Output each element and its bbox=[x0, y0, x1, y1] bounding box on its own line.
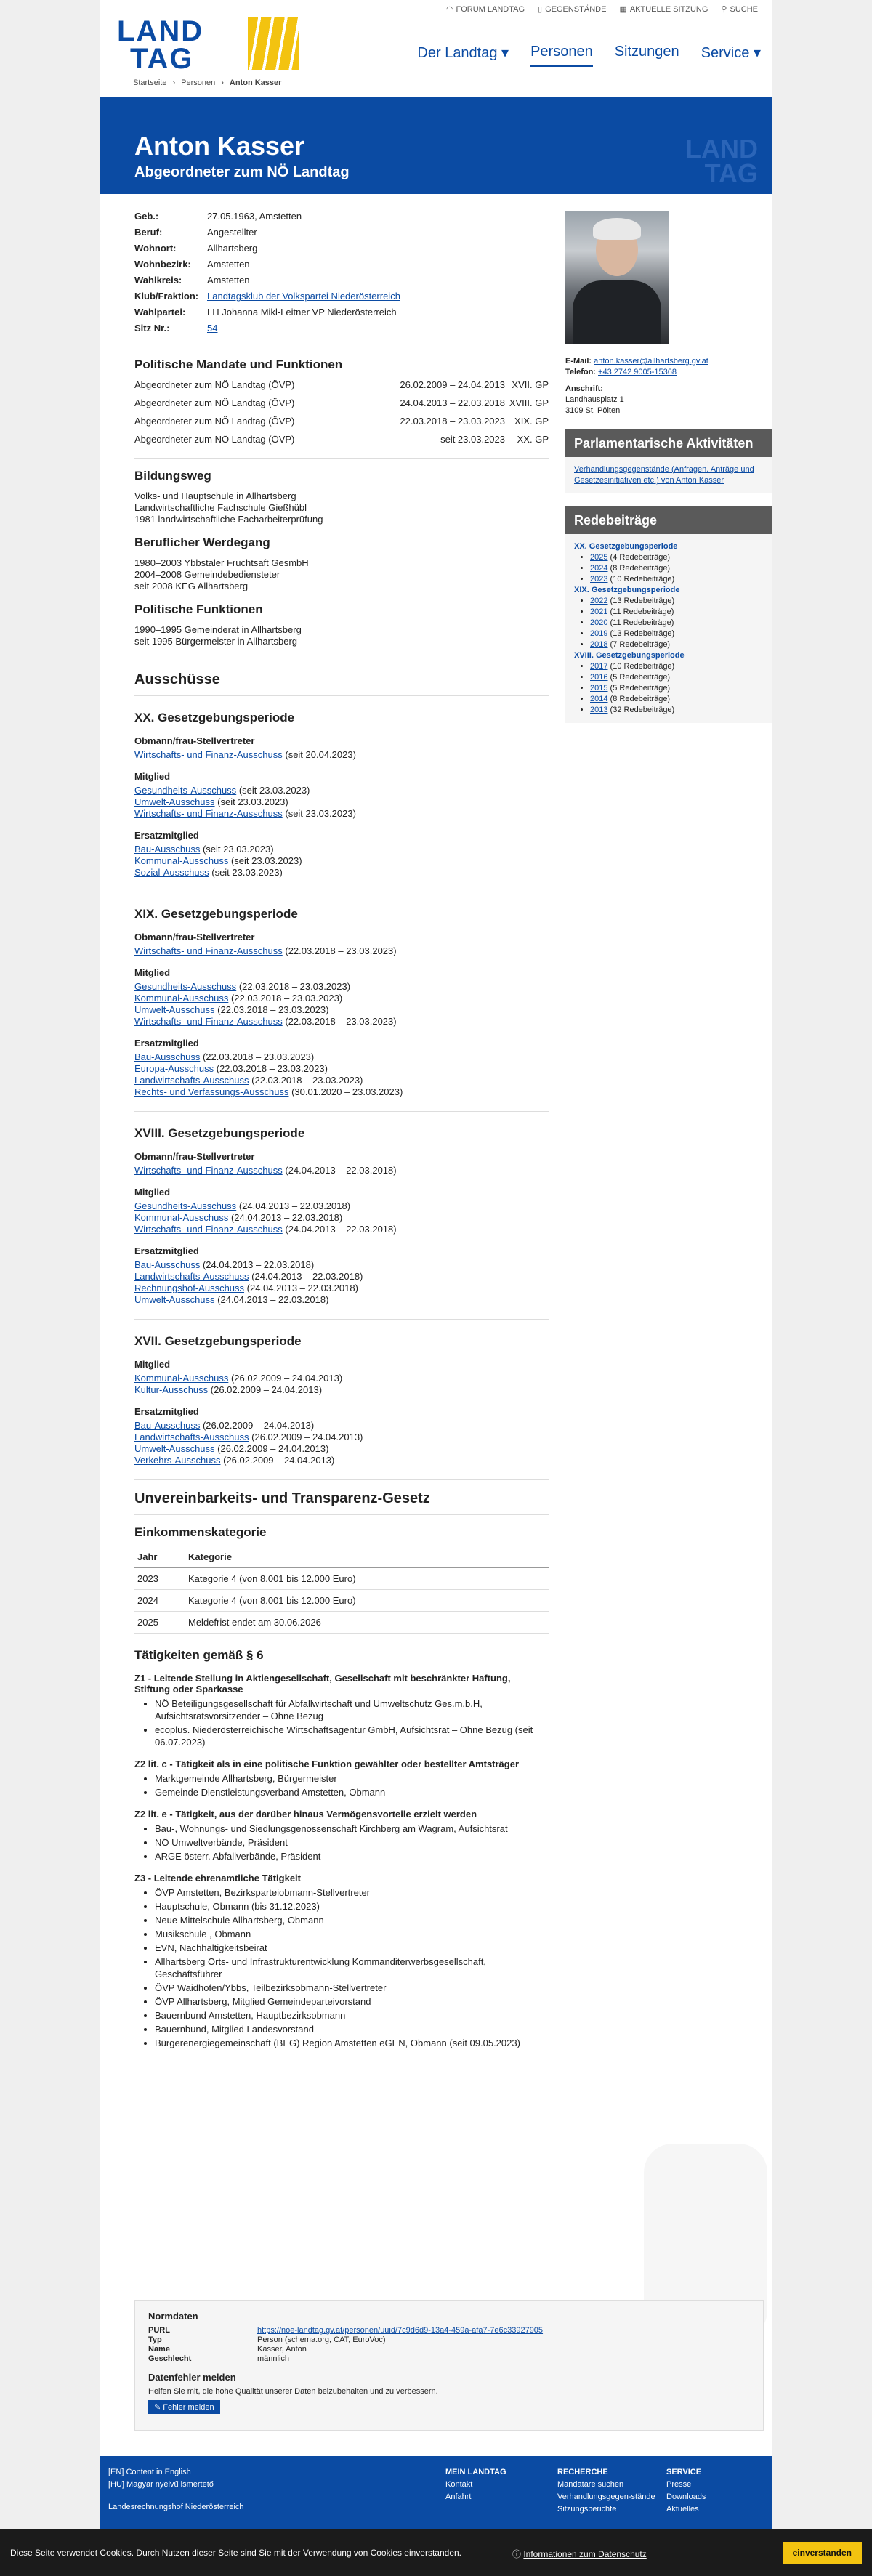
ausschuss-link[interactable]: Kommunal-Ausschuss bbox=[134, 993, 229, 1004]
ausschuss-dates: (22.03.2018 – 23.03.2023) bbox=[202, 1051, 315, 1062]
ausschuss-item bbox=[134, 1212, 549, 1224]
ausschuss-item bbox=[134, 1373, 549, 1384]
einkommen-table bbox=[134, 1547, 549, 1634]
info-value: LH Johanna Mikl-Leitner VP Niederösterreich bbox=[207, 307, 397, 318]
fehler-melden-button[interactable]: ✎ Fehler melden bbox=[148, 2400, 220, 2414]
info-key: Wahlkreis: bbox=[134, 275, 182, 286]
utility-sitzung[interactable]: ▦ AKTUELLE SITZUNG bbox=[619, 4, 708, 14]
ausschuss-dates: (seit 23.03.2023) bbox=[217, 796, 288, 807]
ausschuss-link[interactable]: Kommunal-Ausschuss bbox=[134, 855, 229, 866]
taetigkeiten-list bbox=[134, 1673, 549, 2049]
list-item: • Bauernbund Amstetten, Hauptbezirksobmann bbox=[155, 2009, 549, 2022]
ausschuss-link[interactable]: Umwelt-Ausschuss bbox=[134, 1004, 215, 1015]
info-value: Angestellter bbox=[207, 227, 257, 238]
table-header: Kategorie bbox=[185, 1547, 549, 1567]
ausschuss-link[interactable]: Bau-Ausschuss bbox=[134, 1420, 201, 1431]
ausschuss-dates: (seit 23.03.2023) bbox=[202, 844, 274, 855]
year-link[interactable]: 2016 bbox=[590, 673, 608, 682]
ausschuss-item bbox=[134, 1432, 549, 1443]
footer-link[interactable]: [EN] Content in English bbox=[108, 2468, 191, 2476]
normdaten-value: Person (schema.org, CAT, EuroVoc) bbox=[257, 2335, 386, 2344]
role-heading: Ersatzmitglied bbox=[134, 1038, 199, 1049]
chevron-right-icon: › bbox=[221, 78, 224, 87]
ausschuss-item bbox=[134, 981, 549, 993]
footer-link[interactable]: Kontakt bbox=[445, 2480, 473, 2489]
year-link[interactable]: 2017 bbox=[590, 662, 608, 671]
ausschuss-item bbox=[134, 1259, 549, 1271]
ausschuss-item bbox=[134, 867, 549, 879]
list-item: • Musikschule , Obmann bbox=[155, 1928, 549, 1940]
list-item: • Bau-, Wohnungs- und Siedlungsgenossenschaft Kirchberg am Wagram, Aufsichtsrat bbox=[155, 1822, 549, 1835]
period-link[interactable]: XVIII. Gesetzgebungsperiode bbox=[574, 651, 685, 660]
ausschuss-link[interactable]: Umwelt-Ausschuss bbox=[134, 796, 215, 807]
info-value: Amstetten bbox=[207, 275, 250, 286]
list-item: • ÖVP Amstetten, Bezirksparteiobmann-Stellvertreter bbox=[155, 1886, 549, 1899]
footer-link[interactable]: Verhandlungsgegen-stände bbox=[557, 2492, 655, 2501]
portrait-photo bbox=[565, 211, 669, 344]
ausschuss-link[interactable]: Umwelt-Ausschuss bbox=[134, 1443, 215, 1454]
footer-link[interactable]: Landesrechnungshof Niederösterreich bbox=[108, 2503, 244, 2511]
mandate-period: XX. GP bbox=[517, 434, 549, 445]
taetigkeit-heading: Z1 - Leitende Stellung in Aktiengesellschaft, Gesellschaft mit beschränkter Haftung, Stiftung oder Sparkasse bbox=[134, 1673, 511, 1695]
list-item: • Hauptschule, Obmann (bis 31.12.2023) bbox=[155, 1900, 549, 1913]
ausschuss-dates: (seit 23.03.2023) bbox=[238, 785, 310, 796]
role-heading: Ersatzmitglied bbox=[134, 1406, 199, 1417]
list-item: • 2017 (10 Redebeiträge) bbox=[590, 661, 764, 672]
ausschuss-item bbox=[134, 1455, 549, 1466]
taetigkeit-heading: Z3 - Leitende ehrenamtliche Tätigkeit bbox=[134, 1873, 301, 1883]
logo[interactable] bbox=[117, 15, 313, 75]
text-line: seit 1995 Bürgermeister in Allhartsberg bbox=[134, 636, 298, 647]
nav-personen[interactable]: Personen bbox=[530, 44, 593, 67]
ausschuss-dates: (seit 23.03.2023) bbox=[211, 867, 283, 878]
ausschuss-item bbox=[134, 1271, 549, 1283]
chevron-right-icon: › bbox=[172, 78, 176, 87]
edit-icon: ✎ bbox=[154, 2403, 164, 2412]
ausschuss-link[interactable]: Landwirtschafts-Ausschuss bbox=[134, 1271, 249, 1282]
ausschuss-dates: (22.03.2018 – 23.03.2023) bbox=[230, 993, 343, 1004]
ausschuss-dates: (seit 20.04.2023) bbox=[285, 749, 356, 760]
ausschuss-item bbox=[134, 1165, 549, 1176]
info-key: Klub/Fraktion: bbox=[134, 291, 199, 302]
list-item: • Marktgemeinde Allhartsberg, Bürgermeister bbox=[155, 1772, 549, 1785]
einkommen-heading: Einkommenskategorie bbox=[134, 1525, 267, 1539]
verhandlungsgegenstaende-link[interactable]: Verhandlungsgegenstände (Anfragen, Anträge und Gesetzesinitiativen etc.) von Anton Kasser bbox=[574, 465, 754, 485]
ausschuss-dates: (24.04.2013 – 22.03.2018) bbox=[238, 1200, 351, 1211]
ausschuss-dates: (seit 23.03.2023) bbox=[230, 855, 302, 866]
text-line: seit 2008 KEG Allhartsberg bbox=[134, 581, 249, 591]
email-link[interactable]: anton.kasser@allhartsberg.gv.at bbox=[594, 357, 708, 366]
ausschuss-item bbox=[134, 1063, 549, 1075]
logo-flag-icon bbox=[248, 17, 299, 70]
ausschuss-link[interactable]: Wirtschafts- und Finanz-Ausschuss bbox=[134, 1165, 283, 1176]
period-link[interactable]: XIX. Gesetzgebungsperiode bbox=[574, 586, 680, 594]
year-link[interactable]: 2024 bbox=[590, 564, 608, 573]
year-link[interactable]: 2021 bbox=[590, 607, 608, 616]
ausschuesse-list bbox=[134, 711, 549, 1466]
list-item: • Allhartsberg Orts- und Infrastrukturentwicklung Kommanditerwerbsgesellschaft, Geschäftsführer bbox=[155, 1955, 549, 1980]
role-heading: Mitglied bbox=[134, 967, 171, 978]
list-item: • 2021 (11 Redebeiträge) bbox=[590, 607, 764, 618]
year-link[interactable]: 2014 bbox=[590, 695, 608, 703]
ausschuss-dates: (22.03.2018 – 23.03.2023) bbox=[217, 1004, 329, 1015]
ausschuss-item bbox=[134, 844, 549, 855]
info-key: Geb.: bbox=[134, 211, 159, 222]
list-item: • 2025 (4 Redebeiträge) bbox=[590, 552, 764, 563]
list-item: • 2022 (13 Redebeiträge) bbox=[590, 596, 764, 607]
transparenz-heading: Unvereinbarkeits- und Transparenz-Gesetz bbox=[134, 1490, 430, 1506]
text-line: 1990–1995 Gemeinderat in Allhartsberg bbox=[134, 624, 302, 635]
ausschuss-dates: (24.04.2013 – 22.03.2018) bbox=[230, 1212, 343, 1223]
utility-forum[interactable]: ◠ FORUM LANDTAG bbox=[445, 4, 525, 14]
search-icon: ⚲ bbox=[721, 5, 727, 14]
year-link[interactable]: 2013 bbox=[590, 706, 608, 714]
hero-watermark-logo: LAND TAG bbox=[685, 134, 758, 188]
utility-gegenstaende[interactable]: ▯ GEGENSTÄNDE bbox=[538, 4, 607, 14]
ausschuss-item bbox=[134, 785, 549, 796]
ausschuss-link[interactable]: Umwelt-Ausschuss bbox=[134, 1294, 215, 1305]
ausschuss-item bbox=[134, 1200, 549, 1212]
ausschuss-dates: (24.04.2013 – 22.03.2018) bbox=[285, 1224, 397, 1235]
list-item: • 2016 (5 Redebeiträge) bbox=[590, 672, 764, 683]
table-row: 2025 Meldefrist endet am 30.06.2026 bbox=[134, 1612, 549, 1634]
ausschuss-link[interactable]: Wirtschafts- und Finanz-Ausschuss bbox=[134, 749, 283, 760]
ausschuss-item bbox=[134, 1075, 549, 1086]
footer-link[interactable]: Sitzungsberichte bbox=[557, 2505, 617, 2514]
ausschuss-link[interactable]: Europa-Ausschuss bbox=[134, 1063, 214, 1074]
ausschuss-link[interactable]: Kommunal-Ausschuss bbox=[134, 1373, 229, 1384]
ausschuss-dates: (22.03.2018 – 23.03.2023) bbox=[285, 1016, 397, 1027]
list-item: • Bauernbund, Mitglied Landesvorstand bbox=[155, 2023, 549, 2035]
ausschuss-dates: (22.03.2018 – 23.03.2023) bbox=[216, 1063, 328, 1074]
year-link[interactable]: 2022 bbox=[590, 597, 608, 605]
list-item: • 2015 (5 Redebeiträge) bbox=[590, 683, 764, 694]
ausschuss-item bbox=[134, 1420, 549, 1432]
table-header: Jahr bbox=[134, 1547, 185, 1567]
year-link[interactable]: 2019 bbox=[590, 629, 608, 638]
role-heading: Obmann/frau-Stellvertreter bbox=[134, 735, 255, 746]
list-item: • 2018 (7 Redebeiträge) bbox=[590, 639, 764, 650]
ausschuss-item bbox=[134, 1051, 549, 1063]
ausschuss-link[interactable]: Landwirtschafts-Ausschuss bbox=[134, 1075, 249, 1086]
normdaten-value: Kasser, Anton bbox=[257, 2345, 307, 2354]
info-value: Amstetten bbox=[207, 259, 250, 270]
period-heading: XVIII. Gesetzgebungsperiode bbox=[134, 1126, 305, 1140]
utility-nav bbox=[446, 4, 758, 14]
ausschuss-dates: (26.02.2009 – 24.04.2013) bbox=[210, 1384, 323, 1395]
calendar-icon: ▦ bbox=[619, 5, 627, 14]
parl-aktivitaeten-box: Parlamentarische Aktivitäten Verhandlungsgegenstände (Anfragen, Anträge und Gesetzesinitiativen etc.) von Anton Kasser bbox=[565, 429, 772, 493]
bildungsweg: Bildungsweg Volks- und Hauptschule in Allhartsberg Landwirtschaftliche Fachschule Gießhübl 1981 landwirtschaftliche Facharbeiterprüfung Beruflicher Werdegang 1980–2003 Ybbstaler Fruchtsaft GesmbH 2004–2008 Gemeindebediensteter seit 2008 KEG Allhartsberg Politische Funktionen 1990–1995 Gemeinderat in Allhartsberg seit 1995 Bürgermeister in Allhartsberg bbox=[134, 469, 549, 647]
ausschuss-link[interactable]: Wirtschafts- und Finanz-Ausschuss bbox=[134, 945, 283, 956]
ausschuss-link[interactable]: Gesundheits-Ausschuss bbox=[134, 981, 237, 992]
main-content bbox=[134, 211, 549, 2052]
ausschuss-link[interactable]: Rechts- und Verfassungs-Ausschuss bbox=[134, 1086, 289, 1097]
contact-info: E-Mail: anton.kasser@allhartsberg.gv.at Telefon: +43 2742 9005-15368 Anschrift: Landhausplatz 1 3109 St. Pölten bbox=[565, 357, 708, 415]
list-item: • Gemeinde Dienstleistungsverband Amstetten, Obmann bbox=[155, 1786, 549, 1798]
datenschutz-link[interactable]: Informationen zum Datenschutz bbox=[523, 2549, 647, 2559]
normdaten-value: männlich bbox=[257, 2354, 290, 2363]
ausschuss-item bbox=[134, 855, 549, 867]
period-heading: XIX. Gesetzgebungsperiode bbox=[134, 907, 298, 921]
ausschuss-link[interactable]: Bau-Ausschuss bbox=[134, 1051, 201, 1062]
list-item: • ÖVP Allhartsberg, Mitglied Gemeindeparteivorstand bbox=[155, 1995, 549, 2008]
taetigkeit-heading: Z2 lit. c - Tätigkeit als in eine politische Funktion gewählter oder bestellter Amtsträger bbox=[134, 1759, 520, 1769]
nav-service[interactable]: Service ▾ bbox=[701, 45, 761, 61]
ausschuss-link[interactable]: Verkehrs-Ausschuss bbox=[134, 1455, 221, 1466]
ausschuss-dates: (26.02.2009 – 24.04.2013) bbox=[230, 1373, 343, 1384]
mandate-dates: 24.04.2013 – 22.03.2018 bbox=[400, 397, 505, 408]
cookie-accept-button[interactable]: einverstanden bbox=[783, 2542, 862, 2564]
list-item: • 2023 (10 Redebeiträge) bbox=[590, 574, 764, 585]
ausschuss-dates: (26.02.2009 – 24.04.2013) bbox=[223, 1455, 335, 1466]
ausschuss-item bbox=[134, 796, 549, 808]
mandate-function: Abgeordneter zum NÖ Landtag (ÖVP) bbox=[134, 416, 295, 427]
year-link[interactable]: 2018 bbox=[590, 640, 608, 649]
footer-link[interactable]: Anfahrt bbox=[445, 2492, 472, 2501]
role-heading: Ersatzmitglied bbox=[134, 1245, 199, 1256]
footer-link[interactable]: Mandatare suchen bbox=[557, 2480, 624, 2489]
document-icon: ▯ bbox=[538, 5, 543, 14]
ausschuss-item bbox=[134, 1294, 549, 1306]
sidebar bbox=[565, 211, 772, 723]
ausschuss-item bbox=[134, 1004, 549, 1016]
mandate-period: XIX. GP bbox=[514, 416, 549, 427]
logo-text: LAND TAG bbox=[117, 15, 204, 75]
info-value[interactable]: 54 bbox=[207, 323, 218, 334]
list-item: • 2020 (11 Redebeiträge) bbox=[590, 618, 764, 629]
list-item: • ÖVP Waidhofen/Ybbs, Teilbezirksobmann-Stellvertreter bbox=[155, 1982, 549, 1994]
info-key: Wahlpartei: bbox=[134, 307, 186, 318]
ausschuss-dates: (24.04.2013 – 22.03.2018) bbox=[217, 1294, 329, 1305]
breadcrumb-personen[interactable]: Personen bbox=[181, 78, 216, 87]
year-link[interactable]: 2023 bbox=[590, 575, 608, 584]
normdaten-box: Normdaten PURL https://noe-landtag.gv.at/personen/uuid/7c9d6d9-13a4-459a-afa7-7e6c33927905 Typ Person (schema.org, CAT, EuroVoc) Name Kasser, Anton Geschlecht männlich Datenfehler melden Helfen Sie mit, die hohe Qualität unserer Daten beizubehalten und zu verbessern. ✎ Fehler melden bbox=[134, 2300, 764, 2431]
text-line: 1981 landwirtschaftliche Facharbeiterprüfung bbox=[134, 514, 323, 525]
ausschuss-item bbox=[134, 749, 549, 761]
list-item: • 2019 (13 Redebeiträge) bbox=[590, 629, 764, 639]
info-value: 27.05.1963, Amstetten bbox=[207, 211, 302, 222]
mandate-list bbox=[134, 379, 549, 445]
ausschuss-link[interactable]: Gesundheits-Ausschuss bbox=[134, 785, 237, 796]
ausschuss-link[interactable]: Wirtschafts- und Finanz-Ausschuss bbox=[134, 1016, 283, 1027]
footer-link[interactable]: Aktuelles bbox=[666, 2505, 699, 2514]
table-row: 2024 Kategorie 4 (von 8.001 bis 12.000 Euro) bbox=[134, 1590, 549, 1612]
mandate-period: XVIII. GP bbox=[509, 397, 549, 408]
period-heading: XX. Gesetzgebungsperiode bbox=[134, 711, 295, 724]
ausschuss-link[interactable]: Landwirtschafts-Ausschuss bbox=[134, 1432, 249, 1442]
list-item: • Bürgerenergiegemeinschaft (BEG) Region Amstetten eGEN, Obmann (seit 09.05.2023) bbox=[155, 2037, 549, 2049]
role-heading: Obmann/frau-Stellvertreter bbox=[134, 1151, 255, 1162]
ausschuss-dates: (26.02.2009 – 24.04.2013) bbox=[217, 1443, 329, 1454]
ausschuss-link[interactable]: Sozial-Ausschuss bbox=[134, 867, 209, 878]
breadcrumb-startseite[interactable]: Startseite bbox=[133, 78, 167, 87]
ausschuss-dates: (30.01.2020 – 23.03.2023) bbox=[291, 1086, 403, 1097]
list-item: • ecoplus. Niederösterreichische Wirtschaftsagentur GmbH, Aufsichtsrat – Ohne Bezug (seit 06.07.2023) bbox=[155, 1724, 549, 1748]
ausschuss-link[interactable]: Bau-Ausschuss bbox=[134, 1259, 201, 1270]
ausschuss-item bbox=[134, 1086, 549, 1098]
year-link[interactable]: 2020 bbox=[590, 618, 608, 627]
ausschuss-link[interactable]: Rechnungshof-Ausschuss bbox=[134, 1283, 245, 1293]
ausschuss-link[interactable]: Bau-Ausschuss bbox=[134, 844, 201, 855]
ausschuss-item bbox=[134, 1224, 549, 1235]
hero-banner bbox=[100, 97, 772, 194]
list-item: • NÖ Beteiligungsgesellschaft für Abfallwirtschaft und Umweltschutz Ges.m.b.H, Aufsichtsratsvorsitzender – Ohne Bezug bbox=[155, 1697, 549, 1722]
ausschuss-dates: (24.04.2013 – 22.03.2018) bbox=[285, 1165, 397, 1176]
list-item: • EVN, Nachhaltigkeitsbeirat bbox=[155, 1942, 549, 1954]
list-item: • ARGE österr. Abfallverbände, Präsident bbox=[155, 1850, 549, 1862]
mandate-dates: seit 23.03.2023 bbox=[440, 434, 505, 445]
ausschuss-link[interactable]: Wirtschafts- und Finanz-Ausschuss bbox=[134, 1224, 283, 1235]
year-link[interactable]: 2025 bbox=[590, 553, 608, 562]
list-item: • NÖ Umweltverbände, Präsident bbox=[155, 1836, 549, 1849]
period-link[interactable]: XX. Gesetzgebungsperiode bbox=[574, 542, 678, 551]
ausschuss-item bbox=[134, 993, 549, 1004]
ausschuesse-heading: Ausschüsse bbox=[134, 671, 220, 687]
year-link[interactable]: 2015 bbox=[590, 684, 608, 693]
period-heading: XVII. Gesetzgebungsperiode bbox=[134, 1334, 302, 1348]
breadcrumb bbox=[133, 78, 281, 87]
phone-link[interactable]: +43 2742 9005-15368 bbox=[598, 368, 677, 376]
role-heading: Mitglied bbox=[134, 771, 171, 782]
info-key: Wohnort: bbox=[134, 243, 177, 254]
breadcrumb-current: Anton Kasser bbox=[229, 78, 282, 87]
list-item: • Neue Mittelschule Allhartsberg, Obmann bbox=[155, 1914, 549, 1926]
info-key: Wohnbezirk: bbox=[134, 259, 191, 270]
list-item: • 2013 (32 Redebeiträge) bbox=[590, 705, 764, 716]
text-line: Landwirtschaftliche Fachschule Gießhübl bbox=[134, 502, 307, 513]
mandate-function: Abgeordneter zum NÖ Landtag (ÖVP) bbox=[134, 397, 295, 408]
mandate-function: Abgeordneter zum NÖ Landtag (ÖVP) bbox=[134, 379, 295, 390]
nav-sitzungen[interactable]: Sitzungen bbox=[614, 44, 679, 60]
list-item: • 2014 (8 Redebeiträge) bbox=[590, 694, 764, 705]
nav-der-landtag[interactable]: Der Landtag ▾ bbox=[417, 45, 509, 61]
list-item: • 2024 (8 Redebeiträge) bbox=[590, 563, 764, 574]
forum-icon: ◠ bbox=[445, 5, 453, 14]
role-heading: Mitglied bbox=[134, 1359, 171, 1370]
footer-link[interactable]: Presse bbox=[666, 2480, 692, 2489]
redebeitraege-box: Redebeiträge XX. Gesetzgebungsperiode • 2025 (4 Redebeiträge) • 2024 (8 Redebeiträge) • 2023 (10 Redebeiträge) XIX. Gesetzgebungsperiode • 2022 (13 Redebeiträge) • 2021 (11 Redebeiträge) • 2020 (11 Redebeiträge) • 2019 (13 Redebeiträge) • 2018 (7 Redebeiträge) XVIII. Gesetzgebungsperiode • 2017 (10 Redebeiträge) • 2016 (5 Redebeiträge) • 2015 (5 Redebeiträge) • 2014 (8 Redebeiträge) • 2013 (32 Redebeiträge) bbox=[565, 506, 772, 723]
utility-suche[interactable]: ⚲ SUCHE bbox=[721, 4, 758, 14]
ausschuss-dates: (24.04.2013 – 22.03.2018) bbox=[251, 1271, 363, 1282]
info-icon: ⓘ bbox=[512, 2549, 524, 2559]
page-subtitle: Abgeordneter zum NÖ Landtag bbox=[134, 164, 350, 180]
info-key: Sitz Nr.: bbox=[134, 323, 170, 334]
role-heading: Ersatzmitglied bbox=[134, 830, 199, 841]
main-nav bbox=[417, 44, 761, 67]
ausschuss-dates: (24.04.2013 – 22.03.2018) bbox=[202, 1259, 315, 1270]
role-heading: Obmann/frau-Stellvertreter bbox=[134, 932, 255, 942]
ausschuss-dates: (22.03.2018 – 23.03.2023) bbox=[285, 945, 397, 956]
ausschuss-dates: (22.03.2018 – 23.03.2023) bbox=[238, 981, 351, 992]
taetigkeiten-heading: Tätigkeiten gemäß § 6 bbox=[134, 1648, 264, 1662]
footer-link[interactable]: [HU] Magyar nyelvű ismertető bbox=[108, 2480, 214, 2489]
ausschuss-link[interactable]: Kultur-Ausschuss bbox=[134, 1384, 209, 1395]
ausschuss-item bbox=[134, 1016, 549, 1027]
footer: [EN] Content in English [HU] Magyar nyelvű ismertető Landesrechnungshof Niederösterreich MEIN LANDTAG Kontakt Anfahrt RECHERCHE Mandatare suchen Verhandlungsgegen-stände Sitzungsberichte SERVICE Presse Downloads Aktuelles bbox=[100, 2456, 772, 2529]
ausschuss-item bbox=[134, 1443, 549, 1455]
ausschuss-link[interactable]: Gesundheits-Ausschuss bbox=[134, 1200, 237, 1211]
ausschuss-dates: (26.02.2009 – 24.04.2013) bbox=[251, 1432, 363, 1442]
text-line: Volks- und Hauptschule in Allhartsberg bbox=[134, 490, 296, 501]
ausschuss-dates: (seit 23.03.2023) bbox=[285, 808, 356, 819]
table-row: 2023 Kategorie 4 (von 8.001 bis 12.000 Euro) bbox=[134, 1567, 549, 1590]
ausschuss-dates: (26.02.2009 – 24.04.2013) bbox=[202, 1420, 315, 1431]
ausschuss-dates: (24.04.2013 – 22.03.2018) bbox=[246, 1283, 358, 1293]
header bbox=[100, 0, 772, 87]
ausschuss-item bbox=[134, 1384, 549, 1396]
text-line: 2004–2008 Gemeindebediensteter bbox=[134, 569, 280, 580]
cookie-banner: Diese Seite verwendet Cookies. Durch Nutzen dieser Seite sind Sie mit der Verwendung von Cookies einverstanden. ⓘ Informationen zum Datenschutz einverstanden bbox=[0, 2529, 872, 2576]
ausschuss-item bbox=[134, 808, 549, 820]
info-value: Allhartsberg bbox=[207, 243, 258, 254]
text-line: 1980–2003 Ybbstaler Fruchtsaft GesmbH bbox=[134, 557, 309, 568]
taetigkeit-heading: Z2 lit. e - Tätigkeit, aus der darüber hinaus Vermögensvorteile erzielt werden bbox=[134, 1809, 477, 1820]
footer-link[interactable]: Downloads bbox=[666, 2492, 706, 2501]
page-title: Anton Kasser bbox=[134, 131, 305, 161]
mandate-heading: Politische Mandate und Funktionen bbox=[134, 358, 343, 371]
info-key: Beruf: bbox=[134, 227, 163, 238]
info-value[interactable]: Landtagsklub der Volkspartei Niederösterreich bbox=[207, 291, 400, 302]
ausschuss-link[interactable]: Wirtschafts- und Finanz-Ausschuss bbox=[134, 808, 283, 819]
role-heading: Mitglied bbox=[134, 1187, 171, 1198]
mandate-period: XVII. GP bbox=[512, 379, 549, 390]
mandate-function: Abgeordneter zum NÖ Landtag (ÖVP) bbox=[134, 434, 295, 445]
ausschuss-item bbox=[134, 945, 549, 957]
mandate-dates: 22.03.2018 – 23.03.2023 bbox=[400, 416, 505, 427]
ausschuss-dates: (22.03.2018 – 23.03.2023) bbox=[251, 1075, 363, 1086]
ausschuss-item bbox=[134, 1283, 549, 1294]
mandate-dates: 26.02.2009 – 24.04.2013 bbox=[400, 379, 505, 390]
personal-info bbox=[134, 211, 549, 334]
normdaten-value[interactable]: https://noe-landtag.gv.at/personen/uuid/7c9d6d9-13a4-459a-afa7-7e6c33927905 bbox=[257, 2326, 544, 2335]
ausschuss-link[interactable]: Kommunal-Ausschuss bbox=[134, 1212, 229, 1223]
